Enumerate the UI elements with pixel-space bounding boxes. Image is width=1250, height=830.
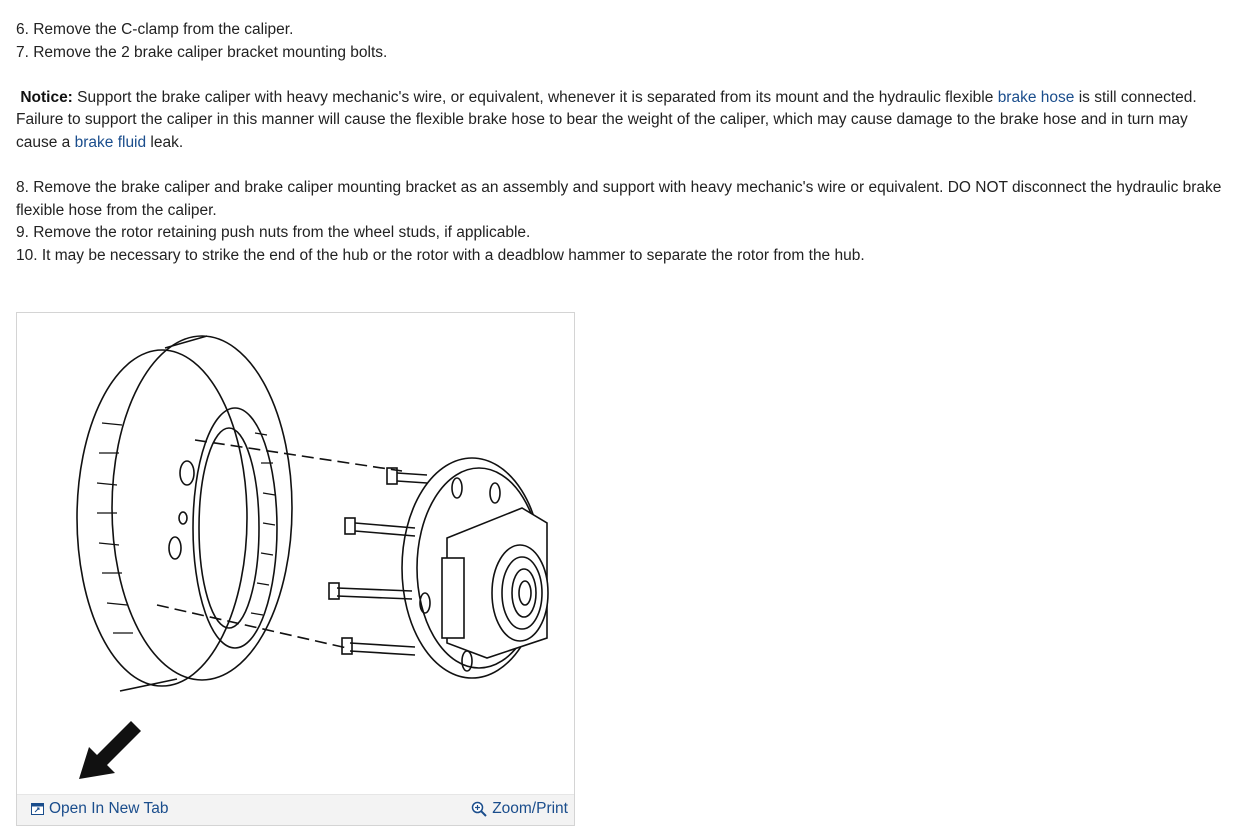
step-9: 9. Remove the rotor retaining push nuts from the wheel studs, if applicable. <box>16 224 531 242</box>
brake-hose-link[interactable]: brake hose <box>997 88 1075 106</box>
zoom-print-button[interactable] <box>471 800 568 818</box>
brake-fluid-link[interactable]: brake fluid <box>74 133 147 151</box>
notice-label: Notice: <box>20 88 73 106</box>
procedure-text <box>16 19 1231 268</box>
step-6: 6. Remove the C-clamp from the caliper. <box>16 21 294 38</box>
step-10: 10. It may be necessary to strike the end of the hub or the rotor with a deadblow hammer to separate the rotor from the hub. <box>16 246 865 264</box>
rotor-hub-illustration <box>17 313 574 795</box>
step-7: 7. Remove the 2 brake caliper bracket mounting bolts. <box>16 43 388 61</box>
notice-text-2: is still connected. Failure to support the caliper in this manner will cause the flexible brake hose to bear the weight of the caliper, which may cause damage to the brake hose and in turn may cause a <box>16 88 1197 151</box>
figure-box <box>16 312 575 826</box>
figure-toolbar <box>17 794 574 825</box>
open-in-new-tab-button[interactable] <box>31 800 168 818</box>
direction-arrow-icon <box>79 721 141 779</box>
magnifier-icon <box>471 801 487 817</box>
notice-paragraph <box>16 87 1231 155</box>
zoom-print-label: Zoom/Print <box>492 800 568 817</box>
open-new-tab-icon <box>31 803 44 815</box>
notice-text-3: leak. <box>146 133 184 151</box>
open-in-new-tab-label: Open In New Tab <box>49 800 169 817</box>
notice-text-1: Support the brake caliper with heavy mechanic's wire, or equivalent, whenever it is separated from its mount and the hydraulic flexible <box>72 88 998 106</box>
step-8: 8. Remove the brake caliper and brake caliper mounting bracket as an assembly and support with heavy mechanic's wire or equivalent. DO NOT disconnect the hydraulic brake flexible hose from the caliper. <box>16 179 1222 219</box>
